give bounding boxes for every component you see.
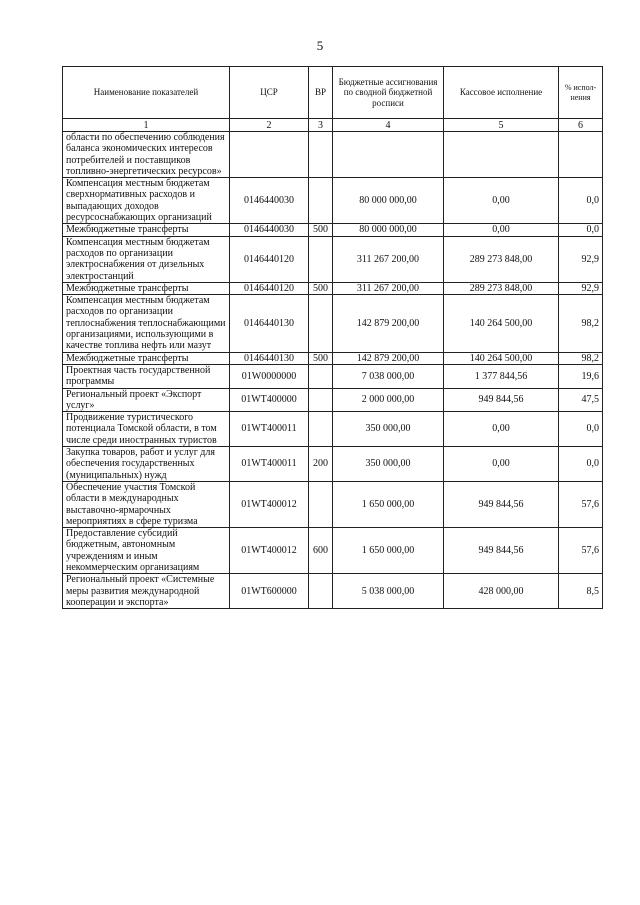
- table-row: [63, 412, 603, 447]
- row-name: Региональный проект «Экспорт услуг»: [63, 388, 230, 412]
- table-row: [63, 364, 603, 388]
- budget-execution-table: [62, 66, 603, 609]
- table-body: [63, 132, 603, 609]
- row-name: Региональный проект «Системные меры развития международной кооперации и экспорта»: [63, 574, 230, 609]
- row-percent: 0,0: [559, 412, 603, 447]
- row-vr: 500: [309, 282, 333, 294]
- row-name: Закупка товаров, работ и услуг для обеспечения государственных (муниципальных) нужд: [63, 447, 230, 482]
- row-cash: 0,00: [444, 178, 559, 224]
- header-percent: % испол-нения: [559, 67, 603, 119]
- row-csr: 0146440030: [230, 224, 309, 236]
- row-cash: [444, 132, 559, 178]
- row-budget: 350 000,00: [333, 447, 444, 482]
- row-name: Компенсация местным бюджетам расходов по организации теплоснабжения теплоснабжающими организациями, использующими в качестве топлива нефть или мазут: [63, 295, 230, 352]
- row-budget: 5 038 000,00: [333, 574, 444, 609]
- header-cash: Кассовое исполнение: [444, 67, 559, 119]
- row-budget: 7 038 000,00: [333, 364, 444, 388]
- row-csr: 01WT400000: [230, 388, 309, 412]
- row-cash: 949 844,56: [444, 481, 559, 527]
- row-csr: 0146440130: [230, 352, 309, 364]
- row-percent: 8,5: [559, 574, 603, 609]
- row-percent: 0,0: [559, 447, 603, 482]
- row-cash: 140 264 500,00: [444, 352, 559, 364]
- row-vr: 500: [309, 224, 333, 236]
- row-vr: 600: [309, 528, 333, 574]
- row-percent: 0,0: [559, 178, 603, 224]
- table-row: [63, 388, 603, 412]
- row-budget: 80 000 000,00: [333, 178, 444, 224]
- row-budget: 142 879 200,00: [333, 352, 444, 364]
- column-number: 5: [444, 119, 559, 132]
- row-name: Межбюджетные трансферты: [63, 224, 230, 236]
- table-row: [63, 574, 603, 609]
- row-name: Компенсация местным бюджетам расходов по организации электроснабжения от дизельных электростанций: [63, 236, 230, 282]
- row-cash: 289 273 848,00: [444, 282, 559, 294]
- row-name: области по обеспечению соблюдения баланса экономических интересов потребителей и поставщиков топливно-энергетических ресурсов»: [63, 132, 230, 178]
- column-number: 4: [333, 119, 444, 132]
- row-vr: [309, 236, 333, 282]
- row-csr: 0146440120: [230, 236, 309, 282]
- table-row: [63, 528, 603, 574]
- row-vr: [309, 295, 333, 352]
- row-csr: 0146440120: [230, 282, 309, 294]
- row-percent: 98,2: [559, 352, 603, 364]
- row-budget: 142 879 200,00: [333, 295, 444, 352]
- row-name: Проектная часть государственной программы: [63, 364, 230, 388]
- row-csr: 0146440130: [230, 295, 309, 352]
- row-percent: 92,9: [559, 236, 603, 282]
- row-percent: 57,6: [559, 528, 603, 574]
- row-budget: 350 000,00: [333, 412, 444, 447]
- row-percent: 98,2: [559, 295, 603, 352]
- table-row: [63, 282, 603, 294]
- table-row: [63, 178, 603, 224]
- table-row: [63, 224, 603, 236]
- row-cash: 0,00: [444, 224, 559, 236]
- column-number: 2: [230, 119, 309, 132]
- row-csr: 01WT400011: [230, 447, 309, 482]
- row-budget: 1 650 000,00: [333, 481, 444, 527]
- row-name: Продвижение туристического потенциала Томской области, в том числе среди иностранных туристов: [63, 412, 230, 447]
- row-vr: [309, 574, 333, 609]
- row-percent: 57,6: [559, 481, 603, 527]
- row-vr: [309, 412, 333, 447]
- column-number: 1: [63, 119, 230, 132]
- row-percent: 47,5: [559, 388, 603, 412]
- row-budget: 311 267 200,00: [333, 236, 444, 282]
- column-number: 3: [309, 119, 333, 132]
- row-budget: 2 000 000,00: [333, 388, 444, 412]
- row-budget: 80 000 000,00: [333, 224, 444, 236]
- row-budget: 1 650 000,00: [333, 528, 444, 574]
- row-vr: 500: [309, 352, 333, 364]
- row-cash: 289 273 848,00: [444, 236, 559, 282]
- row-percent: 19,6: [559, 364, 603, 388]
- table-row: [63, 352, 603, 364]
- row-budget: 311 267 200,00: [333, 282, 444, 294]
- row-name: Компенсация местным бюджетам сверхнормативных расходов и выпадающих доходов ресурсоснабжающих организаций: [63, 178, 230, 224]
- header-csr: ЦСР: [230, 67, 309, 119]
- row-vr: [309, 132, 333, 178]
- page-number: 5: [316, 38, 324, 53]
- row-percent: 0,0: [559, 224, 603, 236]
- row-vr: [309, 481, 333, 527]
- row-percent: [559, 132, 603, 178]
- row-budget: [333, 132, 444, 178]
- row-percent: 92,9: [559, 282, 603, 294]
- row-cash: 0,00: [444, 412, 559, 447]
- table-row: [63, 295, 603, 352]
- header-budget: Бюджетные ассигнования по сводной бюджетной росписи: [333, 67, 444, 119]
- header-vr: ВР: [309, 67, 333, 119]
- table-row: [63, 481, 603, 527]
- row-vr: [309, 178, 333, 224]
- row-csr: 01WT400011: [230, 412, 309, 447]
- row-cash: 949 844,56: [444, 528, 559, 574]
- row-csr: 0146440030: [230, 178, 309, 224]
- table-row: [63, 236, 603, 282]
- row-vr: 200: [309, 447, 333, 482]
- row-cash: 140 264 500,00: [444, 295, 559, 352]
- row-name: Обеспечение участия Томской области в международных выставочно-ярмарочных мероприятиях в сфере туризма: [63, 481, 230, 527]
- row-cash: 949 844,56: [444, 388, 559, 412]
- row-cash: 0,00: [444, 447, 559, 482]
- row-csr: 01WT400012: [230, 481, 309, 527]
- table-row: [63, 132, 603, 178]
- row-name: Предоставление субсидий бюджетным, автономным учреждениям и иным некоммерческим организациям: [63, 528, 230, 574]
- row-csr: 01W0000000: [230, 364, 309, 388]
- row-csr: [230, 132, 309, 178]
- row-vr: [309, 388, 333, 412]
- header-name: Наименование показателей: [63, 67, 230, 119]
- row-cash: 1 377 844,56: [444, 364, 559, 388]
- column-number-row: [63, 119, 603, 132]
- table-row: [63, 447, 603, 482]
- column-number: 6: [559, 119, 603, 132]
- row-vr: [309, 364, 333, 388]
- row-cash: 428 000,00: [444, 574, 559, 609]
- row-name: Межбюджетные трансферты: [63, 282, 230, 294]
- row-csr: 01WT400012: [230, 528, 309, 574]
- row-csr: 01WT600000: [230, 574, 309, 609]
- header-row: [63, 67, 603, 119]
- row-name: Межбюджетные трансферты: [63, 352, 230, 364]
